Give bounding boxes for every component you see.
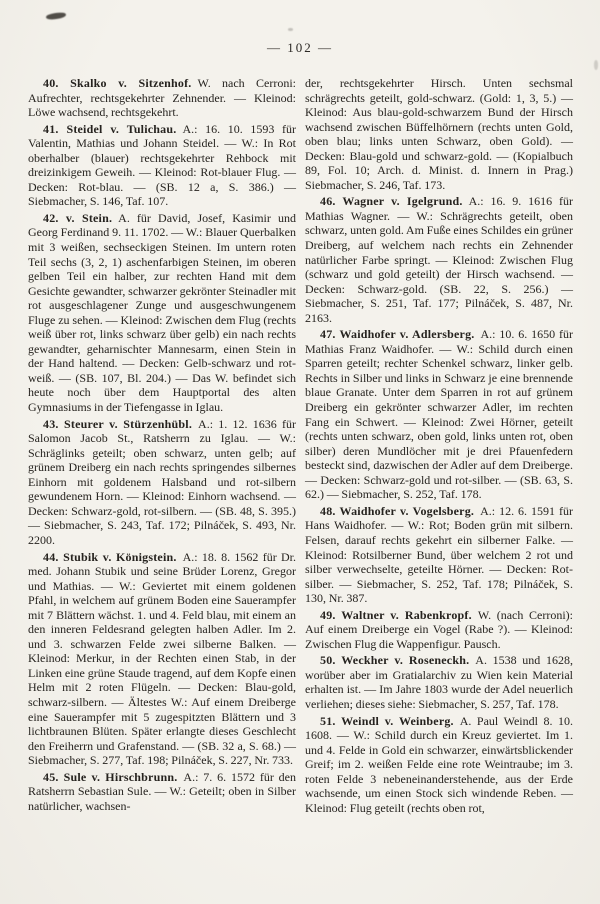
page-number: — 102 — xyxy=(267,40,333,55)
entry-body: A.: 10. 6. 1650 für Mathias Franz Waidhofer. — W.: Schild durch einen Sparren geteilt; rechter Schenkel schwarz, linker gelb. Rechts in Silber und links in Schwarz je eine brennende blaue Granate. Unter dem Sparren in rot auf grünem Dreiberg ein gekrönter schwarzer Adler, im rechten Fang ein Schwert. — Kleinod: Zwei Hörner, geteilt (rechts unten schwarz, oben gold, links unten rot, oben silber) deren Mundlöcher mit je drei Pfauenfedern besteckt sind, dazwischen der Adler auf dem Dreiberge. — Decken: Schwarz-gold und rot-silber. — (SB. 63, S. 62.) — Siebmacher, S. 252, Taf. 178. xyxy=(305,327,573,502)
ink-smudge xyxy=(288,28,293,31)
entry-title: 49. Waltner v. Rabenkropf. xyxy=(320,607,472,622)
entry-41 xyxy=(28,122,296,209)
entry-title: 46. Wagner v. Igelgrund. xyxy=(320,194,463,209)
entry-body: A. Paul Weindl 8. 10. 1608. — W.: Schild durch ein Kreuz geviertet. Im 1. und 4. Felde in Gold ein schwarzer, einwärtsblickender Greif; im 2. weißen Felde eine rote Weintraube; im 3. roten Felde 3 nebeneinanderstehende, aus der Erde wachsende, um einen Stock sich windende Reben. — Kleinod: Flug geteilt (rechts oben rot, xyxy=(305,713,573,815)
entry-body: A.: 18. 8. 1562 für Dr. med. Johann Stubik und seine Brüder Lorenz, Gregor und Mathias. — W.: Geviertet mit einem goldenen Pfahl, in welchem auf grünem Boden eine Sauerampfer mit 7 Blättern wächst. 1. und 4. Feld blau, mit einem an den inneren Feldesrand gelegten halben Adler. Im 2. und 3. schwarzen Felde zwei silberne Balken. — Kleinod: Merkur, in der Rechten einen Stab, in der Linken eine grüne Staude tragend, auf dem Kopfe einen Helm mit 2 roten Flügeln. — Decken: Blau-gold, schwarz-silbern. — Ältestes W.: Auf einem Dreiberge eine Sauerampfer mit 5 zugespitzten Blättern und 3 lichtbraunen Blüten. Später erlangte dieses Geschlecht den Freiherrn und Grafenstand. — (SB. 32 a, S. 68.) — Siebmacher, S. 277, Taf. 198; Pilnáček, S. 227, Nr. 733. xyxy=(28,549,297,768)
ink-smudge xyxy=(594,60,598,70)
entry-49 xyxy=(305,608,573,652)
entry-46 xyxy=(305,194,573,325)
entry-title: 45. Sule v. Hirschbrunn. xyxy=(43,769,178,784)
ink-smudge xyxy=(46,12,67,21)
entry-title: 44. Stubik v. Königstein. xyxy=(43,549,177,564)
entry-40 xyxy=(28,76,296,120)
entry-body: W. nach Cerroni: Aufrechter, rechtsgekehrter Zehnender. — Kleinod: Löwe wachsend, rechtsgekehrt. xyxy=(28,76,296,120)
entry-42 xyxy=(28,211,296,415)
entry-body: A. 1538 und 1628, worüber aber im Gratialarchiv zu Wien kein Material erhalten ist. — Im Jahre 1803 wurde der Adel neuerlich verliehen; dieses siehe: Siebmacher, S. 257, Taf. 178. xyxy=(305,653,573,711)
entry-50 xyxy=(305,653,573,711)
entry-45 xyxy=(28,770,296,814)
entry-body: A.: 16. 9. 1616 für Mathias Wagner. — W.: Schrägrechts geteilt, oben schwarz, unten gold. Am Fuße eines Schildes ein grüner Dreiberg, auf welchem nach rechts ein Zehnender natürlicher Farbe springt. — Kleinod: Zwischen Flug (schwarz und gold geteilt) der Hirsch wachsend. — Decken: Schwarz-gold. (SB. 22, S. 256.) — Siebmacher, S. 251, Taf. 177; Pilnáček, S. 487, Nr. 2163. xyxy=(305,194,573,325)
entry-title: 50. Weckher v. Roseneckh. xyxy=(320,653,470,668)
left-column xyxy=(28,76,296,892)
entry-44 xyxy=(28,550,296,768)
entry-48 xyxy=(305,504,573,606)
entry-title: 43. Steurer v. Stürzenhübl. xyxy=(43,416,193,431)
entry-51 xyxy=(305,714,573,816)
entry-title: 47. Waidhofer v. Adlersberg. xyxy=(320,327,475,342)
entry-title: 40. Skalko v. Sitzenhof. xyxy=(43,76,192,90)
entry-title: 48. Waidhofer v. Vogelsberg. xyxy=(320,503,475,518)
text-columns xyxy=(28,76,572,892)
entry-title: 42. v. Stein. xyxy=(43,210,113,225)
entry-body: A.: 7. 6. 1572 für den Ratsherrn Sebastian Sule. — W.: Geteilt; oben in Silber natürlicher, wachsen- xyxy=(28,769,296,813)
entry-body: A.: 12. 6. 1591 für Hans Waidhofer. — W.: Rot; Boden grün mit silbern. Felsen, darauf rechts gekehrt ein silberner Falke. — Kleinod: Rotsilberner Bund, über welchem 2 rot und silber verwechselte, geteilte Hörner. — Decken: Rot-silber. — Siebmacher, S. 252, Taf. 178; Pilnáček, S. 130, Nr. 387. xyxy=(305,503,573,606)
entry-title: 51. Weindl v. Weinberg. xyxy=(320,713,454,728)
entry-body: A.: 1. 12. 1636 für Salomon Jacob St., Ratsherrn zu Iglau. — W.: Schräglinks geteilt; oben schwarz, unten gelb; auf grünem Dreiberg ein nach rechts springendes silbernes Einhorn mit goldenem Halsband und rot-silbern gewundenem Horn. — Kleinod: Einhorn wachsend. — Decken: Schwarz-gold, rot-silbern. — (SB. 48, S. 395.) — Siebmacher, S. 243, Taf. 172; Pilnáček, S. 493, Nr. 2200. xyxy=(28,416,297,547)
entry-title: 41. Steidel v. Tulichau. xyxy=(43,121,177,136)
right-column xyxy=(305,76,573,892)
entry-45-continuation: der, rechtsgekehrter Hirsch. Unten sechsmal schrägrechts geteilt, gold-schwarz. (Gold: 1, 3, 5.) — Kleinod: Aus blau-gold-schwarzem Bund der Hirsch wachsend zwischen Büffelhörnern (rechts unten Gold, oben blau; links unten Schwarz, oben Gold). — Decken: Blau-gold und schwarz-gold. — (Kopialbuch 89, Fol. 10; Arch. d. Minist. d. Innern in Prag.) Siebmacher, S. 246, Taf. 173. xyxy=(305,76,573,192)
entry-body: A. für David, Josef, Kasimir und Georg Ferdinand 9. 11. 1702. — W.: Blauer Querbalken mit 3 weißen, sechseckigen Steinen. Im untern roten Teil sechs (3, 2, 1) aschenfarbigen Steinen, im oberen gelben Teil ein halber, zur rechten Hand mit dem Gesichte gewandter, schwarzer gekrönter Steinadler mit rot ausgeschlagener Zunge und ausgeschwungenem Fluge zu sehen. — Kleinod: Zwischen dem Flug (rechts weiß über rot, links schwarz über gelb) ein nach rechts gewandter, geharnischter Mannesarm, einen Stein in der Hand haltend. — Decken: Gelb-schwarz und rot-weiß. — (SB. 107, Bl. 204.) — Das W. befindet sich heute noch über dem Hauptportal des alten Gymnasiums in der Tiefengasse in Iglau. xyxy=(28,210,296,415)
entry-43 xyxy=(28,417,296,548)
entry-47 xyxy=(305,327,573,502)
entry-body: A.: 16. 10. 1593 für Valentin, Mathias und Johann Steidel. — W.: In Rot oberhalber (blauer) rechtsgekehrter Rehbock mit dreizinkigem Geweih. — Kleinod: Rot-blauer Flug. — Decken: Rot-blau. — (SB. 12 a, S. 386.) — Siebmacher, S. 146, Taf. 107. xyxy=(28,121,296,209)
entry-body: W. (nach Cerroni): Auf einem Dreiberge ein Vogel (Rabe ?). — Kleinod: Zwischen Flug die Wappenfigur. Pausch. xyxy=(305,607,573,651)
